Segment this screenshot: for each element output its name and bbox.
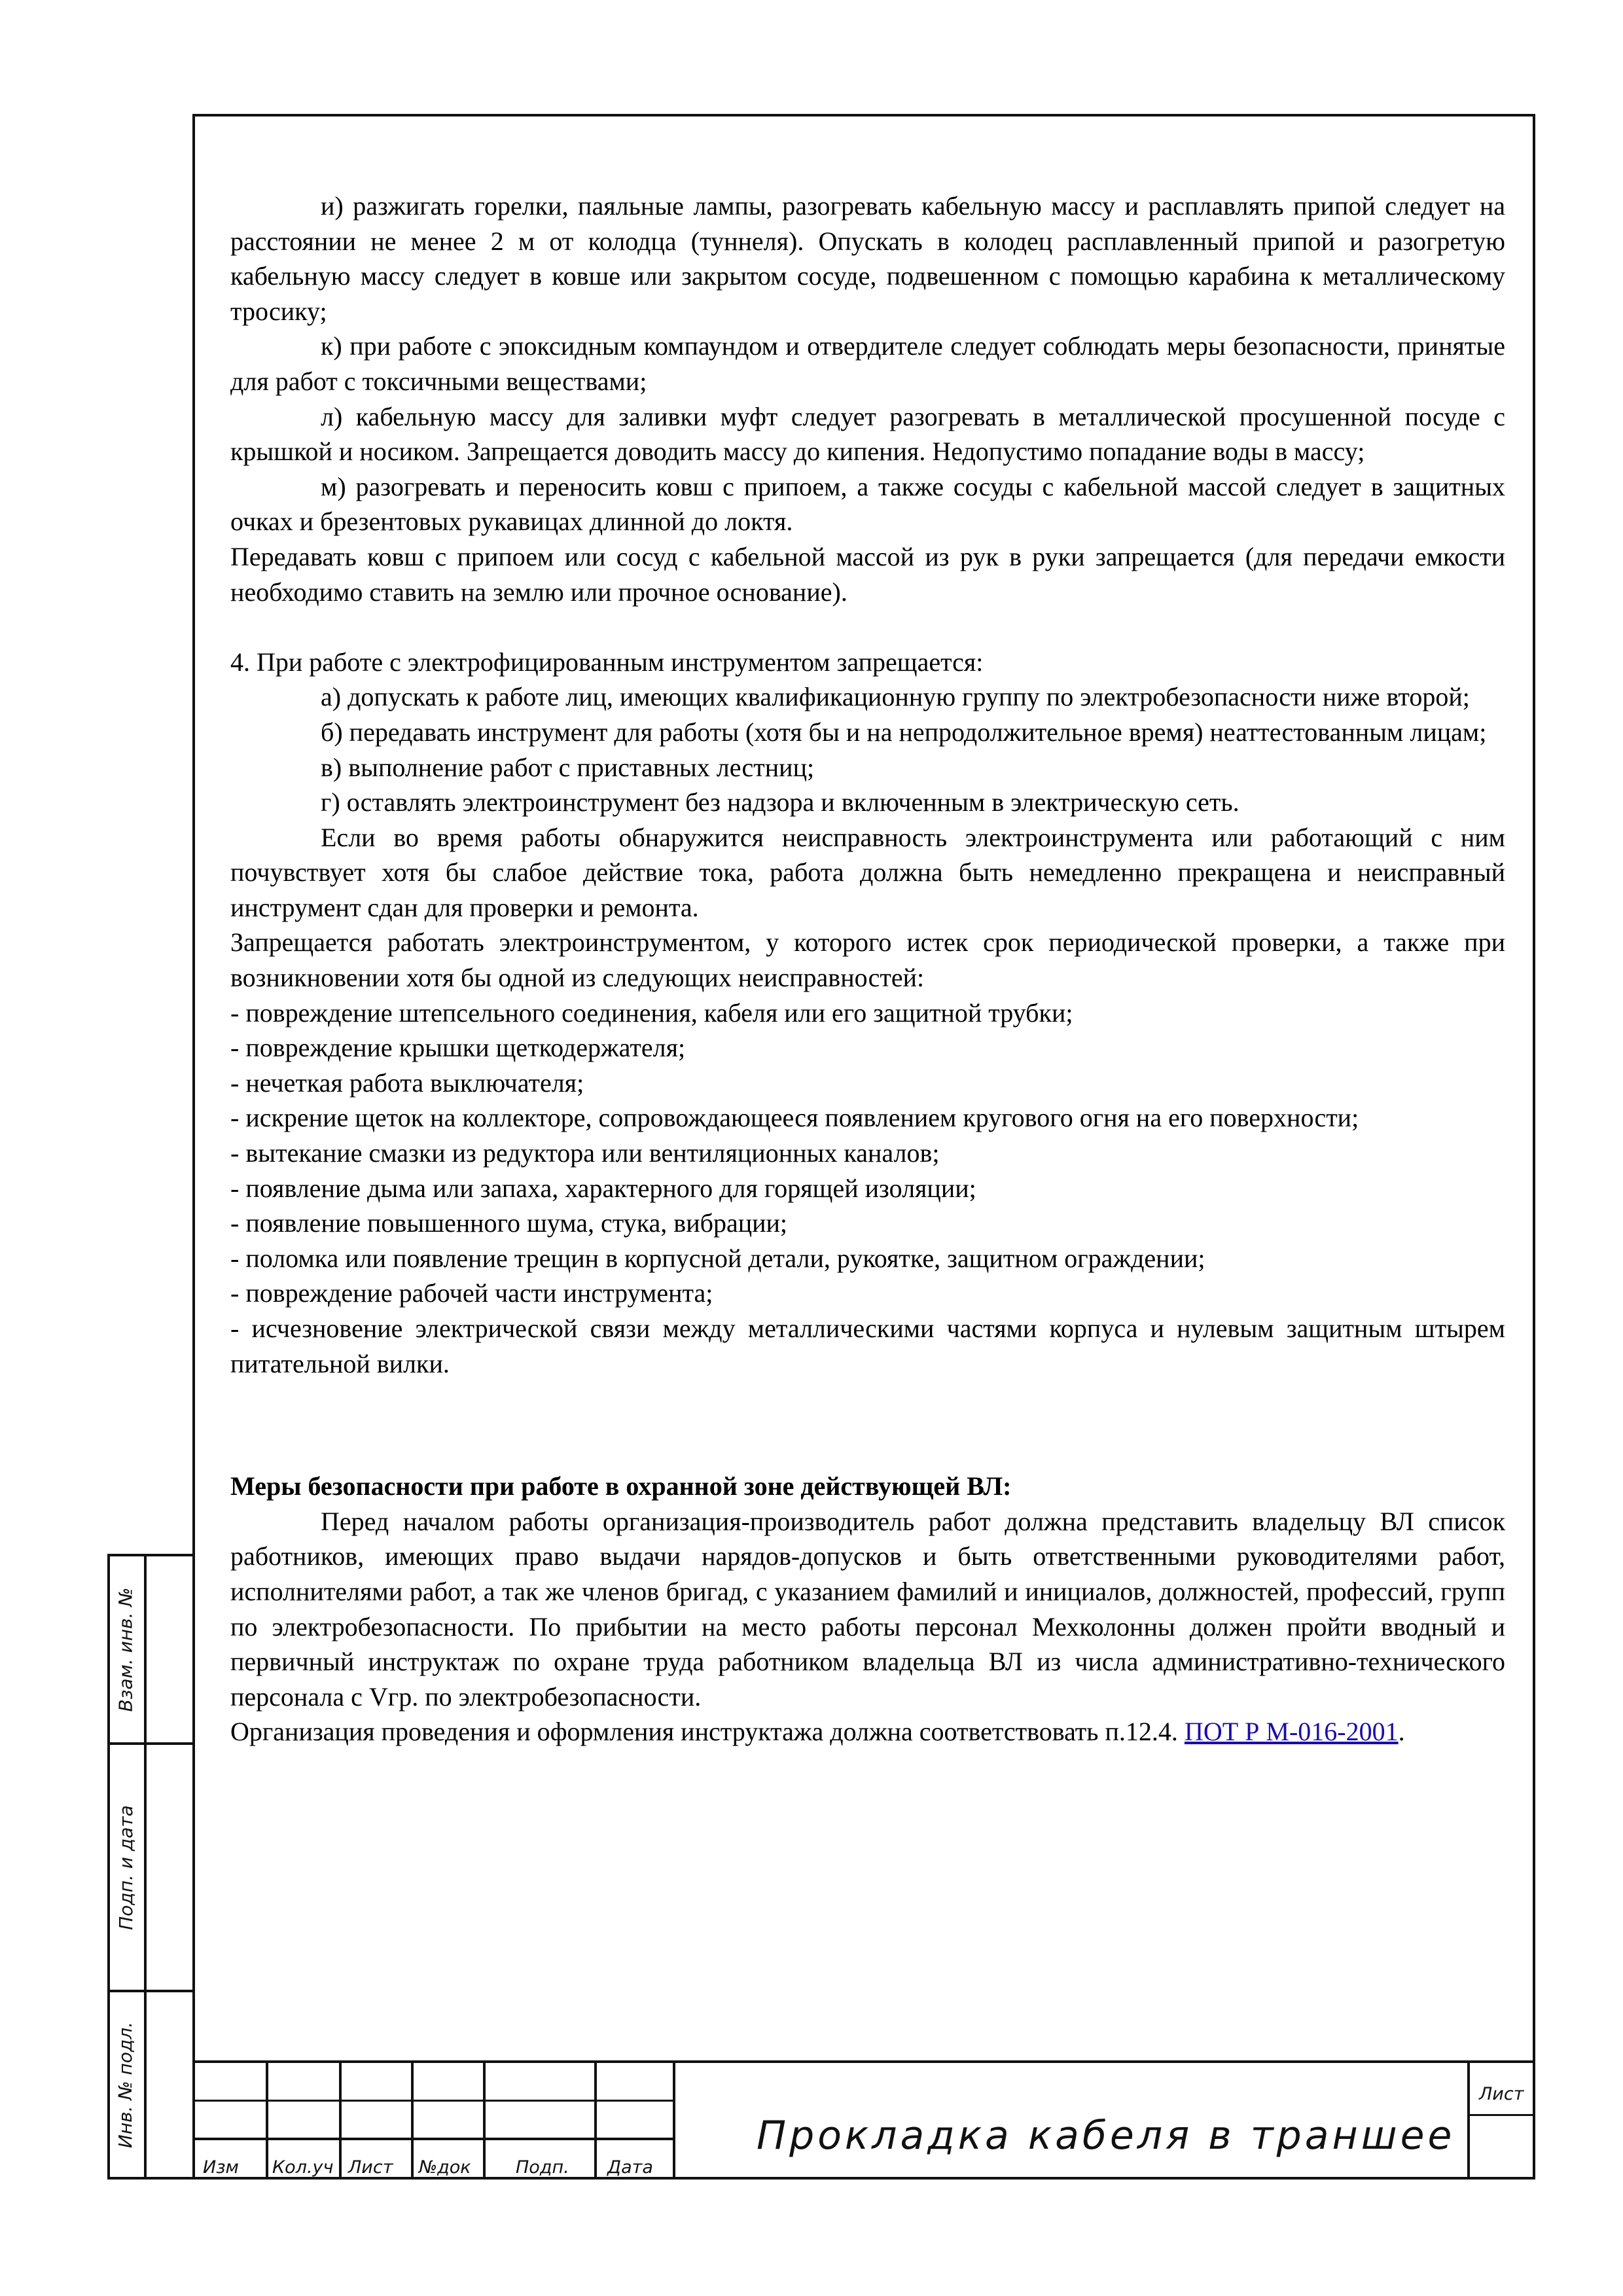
col-label-change: Изм [203, 2157, 239, 2178]
sheet-label: Лист [1479, 2084, 1524, 2104]
list-item: - нечеткая работа выключателя; [230, 1067, 584, 1098]
spacer [230, 609, 1505, 645]
title-block-top-line [192, 2060, 1535, 2063]
paragraph-g: г) оставлять электроинструмент без надзора и включенным в электрическую сеть. [321, 787, 1240, 817]
list-item: - поломка или появление трещин в корпусной детали, рукоятке, защитном ограждении; [230, 1243, 1205, 1273]
side-stamp-label-original-inv: Инв. № подл. [115, 2021, 137, 2148]
instruction-ref-text: Организация проведения и оформления инструктажа должна соответствовать п.12.4. [230, 1717, 1185, 1747]
title-block-col-line [483, 2060, 486, 2179]
col-label-date: Дата [607, 2157, 653, 2178]
col-label-signature: Подп. [516, 2157, 569, 2178]
title-block-col-line [339, 2060, 342, 2179]
title-block-col-line [266, 2060, 268, 2179]
side-stamp-divider [144, 1556, 147, 2177]
list-item: - повреждение рабочей части инструмента; [230, 1278, 713, 1308]
col-label-doc-no: №док [419, 2157, 471, 2178]
paragraph-instruction-ref [230, 1714, 1505, 1749]
title-block-row-line [192, 2138, 675, 2140]
paragraph-k: к) при работе с эпоксидным компаундом и отвердителе следует соблюдать меры безопасности, принятые для работ с токсичными веществами; [230, 331, 1505, 396]
document-title: Прокладка кабеля в траншее [757, 2113, 1455, 2159]
paragraph-briefing: Перед началом работы организация-производитель работ должна представить владельцу ВЛ список работников, имеющих право выдачи нарядов-допусков и быть ответственными руководителями работ, исполнителями работ, а так же членов бригад, с указанием фамилий и инициалов, должностей, профессий, групп по электробезопасности. По прибытии на место работы персонал Мехколонны должен пройти вводный и первичный инструктаж по охране труда работником владельца ВЛ из числа административно-технического персонала с Vгр. по электробезопасности. [230, 1506, 1505, 1712]
section-heading-vl: Меры безопасности при работе в охранной зоне действующей ВЛ: [230, 1471, 1012, 1501]
document-body [230, 188, 1505, 1749]
title-block-sheet-line [1467, 2114, 1535, 2116]
side-stamp-label-replacement-inv: Взам. инв. № [115, 1587, 137, 1712]
paragraph-a: а) допускать к работе лиц, имеющих квалификационную группу по электробезопасности ниже второй; [321, 682, 1470, 712]
list-item: - повреждение штепсельного соединения, кабеля или его защитной трубки; [230, 997, 1073, 1028]
list-item: - исчезновение электрической связи между металлическими частями корпуса и нулевым защитным штырем питательной вилки. [230, 1314, 1505, 1378]
side-stamp-label-signature-date: Подп. и дата [115, 1804, 137, 1930]
list-item: - появление дыма или запаха, характерного для горящей изоляции; [230, 1173, 976, 1203]
paragraph-transfer: Передавать ковш с припоем или сосуд с кабельной массой из рук в руки запрещается (для передачи емкости необходимо ставить на землю или прочное основание). [230, 541, 1505, 607]
list-item: - появление повышенного шума, стука, вибрации; [230, 1208, 788, 1238]
paragraph-v: в) выполнение работ с приставных лестниц; [321, 752, 815, 782]
paragraph-i: и) разжигать горелки, паяльные лампы, разогревать кабельную массу и расплавлять припой следует на расстоянии не менее 2 м от колодца (туннеля). Опускать в колодец расплавленный припой и разогретую кабельную массу следует в ковше или закрытом сосуде, подвешенном с помощью карабина к металлическому тросику; [230, 191, 1505, 326]
instruction-ref-end: . [1398, 1717, 1405, 1747]
paragraph-m: м) разогревать и переносить ковш с припоем, а также сосуды с кабельной массой следует в защитных очках и брезентовых рукавицах длинной до локтя. [230, 471, 1505, 537]
standard-link[interactable]: ПОТ Р М-016-2001 [1184, 1717, 1399, 1747]
title-block [192, 2060, 1535, 2179]
paragraph-malfunction: Если во время работы обнаружится неисправность электроинструмента или работающий с ним почувствует хотя бы слабое действие тока, работа должна быть немедленно прекращена и неисправный инструмент сдан для проверки и ремонта. [230, 822, 1505, 922]
list-item: - искрение щеток на коллекторе, сопровождающееся появлением кругового огня на его поверхности; [230, 1103, 1359, 1133]
section-4-heading: 4. При работе с электрофицированным инструментом запрещается: [230, 647, 984, 677]
title-block-col-line [673, 2060, 675, 2179]
title-block-col-line [594, 2060, 597, 2179]
list-item: - вытекание смазки из редуктора или вентиляционных каналов; [230, 1138, 940, 1168]
col-label-sheet: Лист [348, 2157, 393, 2178]
spacer [230, 1381, 1505, 1469]
paragraph-b: б) передавать инструмент для работы (хотя бы и на непродолжительное время) неаттестованным лицам; [321, 717, 1487, 747]
paragraph-l: л) кабельную массу для заливки муфт следует разогревать в металлической просушенной посуде с крышкой и носиком. Запрещается доводить массу до кипения. Недопустимо попадание воды в массу; [230, 401, 1505, 467]
title-block-row-line [192, 2100, 675, 2102]
paragraph-prohibition: Запрещается работать электроинструментом, у которого истек срок периодической проверки, а также при возникновении хотя бы одной из следующих неисправностей: [230, 927, 1505, 993]
title-block-col-line [411, 2060, 414, 2179]
list-item: - повреждение крышки щеткодержателя; [230, 1033, 686, 1063]
title-block-col-line [1467, 2060, 1470, 2179]
col-label-count: Кол.уч [272, 2157, 334, 2178]
